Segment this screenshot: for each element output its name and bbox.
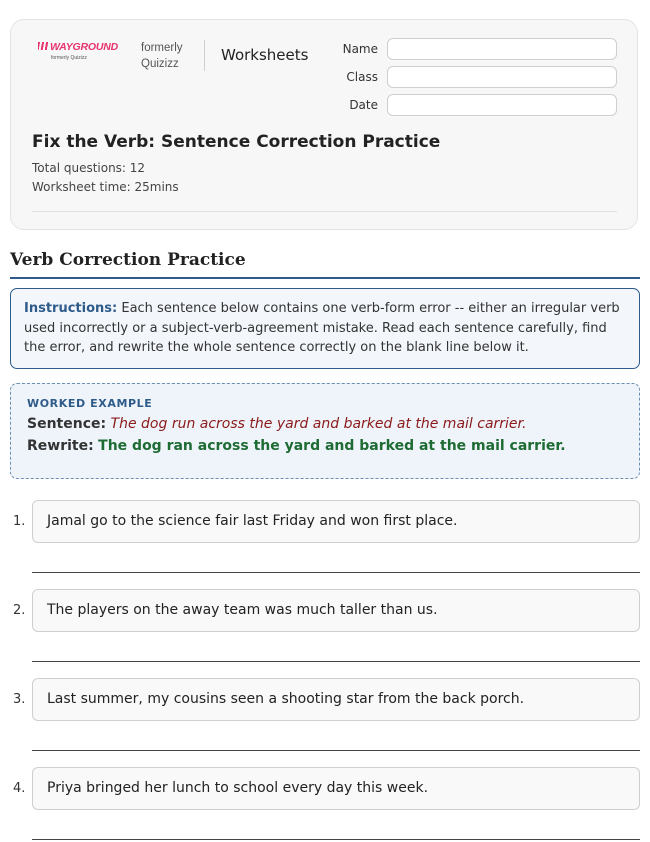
class-label: Class [346,70,378,84]
answer-line[interactable] [32,661,640,662]
question-sentence-box: The players on the away team was much taller than us. [32,589,640,632]
worksheet-header [10,19,638,230]
name-label: Name [342,42,378,56]
date-field[interactable] [387,94,617,116]
header-divider [204,40,205,71]
worksheet-title: Fix the Verb: Sentence Correction Practice [32,132,441,152]
question-sentence-box: Priya bringed her lunch to school every day this week. [32,767,640,810]
logo-mark-icon [38,42,49,50]
question-sentence-box: Last summer, my cousins seen a shooting star from the back porch. [32,678,640,721]
worksheet-time: Worksheet time: 25mins [32,180,179,194]
question-number: 3. [13,692,26,707]
name-field[interactable] [387,38,617,60]
logo-subtext: formerly Quizizz [51,55,87,61]
wayground-logo [38,41,126,61]
sentence-label: Sentence: [27,416,107,432]
question-sentence-box: Jamal go to the science fair last Friday and won first place. [32,500,640,543]
date-label: Date [349,98,378,112]
example-sentence-line [27,416,623,432]
question-number: 2. [13,603,26,618]
question-number: 1. [13,514,26,529]
answer-line[interactable] [32,750,640,751]
instructions-label: Instructions: [24,301,118,316]
total-questions: Total questions: 12 [32,161,146,175]
instructions-box [10,288,640,369]
answer-line[interactable] [32,839,640,840]
header-rule [32,211,617,212]
example-rewrite: The dog ran across the yard and barked at the mail carrier. [98,438,566,454]
worked-example-box [10,383,640,479]
answer-line[interactable] [32,572,640,573]
instructions-text: Each sentence below contains one verb-form error -- either an irregular verb used incorrectly or a subject-verb-agreement mistake. Read each sentence carefully, find the error, and rewrite the whole sentence correctly on the blank line below it. [24,301,620,355]
formerly-quizizz-text: formerly Quizizz [141,42,183,70]
question-number: 4. [13,781,26,796]
class-field[interactable] [387,66,617,88]
example-sentence: The dog run across the yard and barked at the mail carrier. [110,416,527,432]
rewrite-label: Rewrite: [27,438,94,454]
worked-example-title: WORKED EXAMPLE [27,397,153,410]
section-title: Verb Correction Practice [10,250,246,270]
logo-text: WAYGROUND [50,41,119,53]
worksheets-label: Worksheets [221,46,309,64]
section-rule [10,277,640,279]
example-rewrite-line [27,438,623,454]
